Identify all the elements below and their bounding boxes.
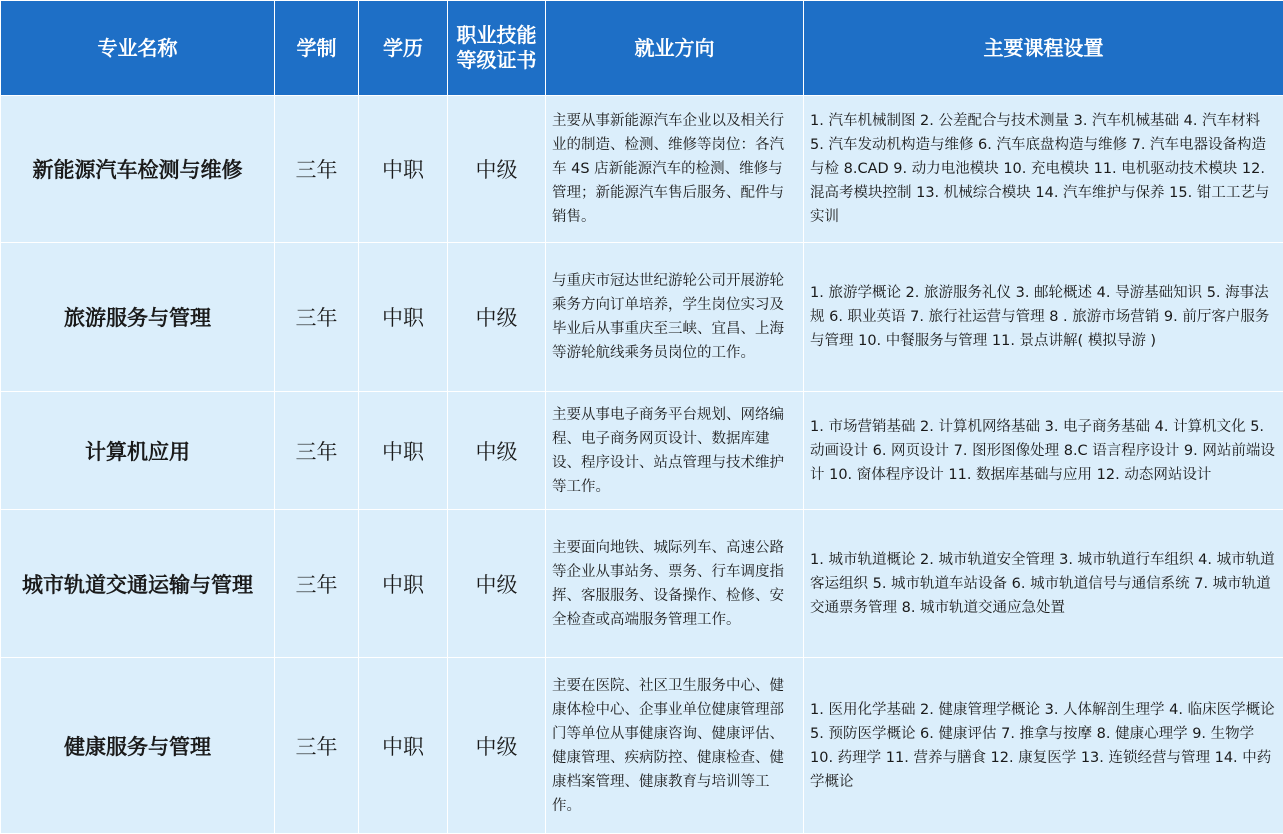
header-employment: 就业方向	[546, 1, 804, 96]
employment-cell: 主要从事新能源汽车企业以及相关行业的制造、检测、维修等岗位：各汽车 4S 店新能源汽车的检测、维修与管理；新能源汽车售后服务、配件与销售。	[546, 96, 804, 243]
certificate-cell: 中级	[448, 510, 546, 658]
major-name: 新能源汽车检测与维修	[1, 96, 275, 243]
education-cell: 中职	[359, 658, 448, 834]
table-row	[1, 510, 1283, 658]
duration-cell: 三年	[275, 658, 359, 834]
courses-cell: 1. 城市轨道概论 2. 城市轨道安全管理 3. 城市轨道行车组织 4. 城市轨道客运组织 5. 城市轨道车站设备 6. 城市轨道信号与通信系统 7. 城市轨道交通票务管理 8. 城市轨道交通应急处置	[804, 510, 1283, 658]
header-name: 专业名称	[1, 1, 275, 96]
major-name: 城市轨道交通运输与管理	[1, 510, 275, 658]
employment-cell: 与重庆市冠达世纪游轮公司开展游轮乘务方向订单培养，学生岗位实习及毕业后从事重庆至三峡、宜昌、上海等游轮航线乘务员岗位的工作。	[546, 243, 804, 392]
header-duration: 学制	[275, 1, 359, 96]
education-cell: 中职	[359, 510, 448, 658]
courses-cell: 1. 医用化学基础 2. 健康管理学概论 3. 人体解剖生理学 4. 临床医学概论 5. 预防医学概论 6. 健康评估 7. 推拿与按摩 8. 健康心理学 9. 生物学 10. 药理学 11. 营养与膳食 12. 康复医学 13. 连锁经营与管理 14. 中药学概论	[804, 658, 1283, 834]
table-row	[1, 392, 1283, 510]
duration-cell: 三年	[275, 96, 359, 243]
header-certificate: 职业技能等级证书	[448, 1, 546, 96]
courses-cell: 1. 旅游学概论 2. 旅游服务礼仪 3. 邮轮概述 4. 导游基础知识 5. 海事法规 6. 职业英语 7. 旅行社运营与管理 8 . 旅游市场营销 9. 前厅客户服务与管理 10. 中餐服务与管理 11. 景点讲解( 模拟导游 )	[804, 243, 1283, 392]
major-name: 计算机应用	[1, 392, 275, 510]
table-header-row	[1, 1, 1283, 96]
certificate-cell: 中级	[448, 658, 546, 834]
education-cell: 中职	[359, 96, 448, 243]
certificate-cell: 中级	[448, 392, 546, 510]
duration-cell: 三年	[275, 510, 359, 658]
education-cell: 中职	[359, 392, 448, 510]
header-courses: 主要课程设置	[804, 1, 1283, 96]
certificate-cell: 中级	[448, 96, 546, 243]
table-row	[1, 658, 1283, 834]
courses-cell: 1. 汽车机械制图 2. 公差配合与技术测量 3. 汽车机械基础 4. 汽车材料 5. 汽车发动机构造与维修 6. 汽车底盘构造与维修 7. 汽车电器设备构造与检 8.CAD 9. 动力电池模块 10. 充电模块 11. 电机驱动技术模块 12. 混高考模块控制 13. 机械综合模块 14. 汽车维护与保养 15. 钳工工艺与实训	[804, 96, 1283, 243]
duration-cell: 三年	[275, 243, 359, 392]
employment-cell: 主要在医院、社区卫生服务中心、健康体检中心、企事业单位健康管理部门等单位从事健康咨询、健康评估、健康管理、疾病防控、健康检查、健康档案管理、健康教育与培训等工作。	[546, 658, 804, 834]
major-name: 旅游服务与管理	[1, 243, 275, 392]
employment-cell: 主要从事电子商务平台规划、网络编程、电子商务网页设计、数据库建设、程序设计、站点管理与技术维护等工作。	[546, 392, 804, 510]
certificate-cell: 中级	[448, 243, 546, 392]
table-row	[1, 96, 1283, 243]
employment-cell: 主要面向地铁、城际列车、高速公路等企业从事站务、票务、行车调度指挥、客服服务、设备操作、检修、安全检查或高端服务管理工作。	[546, 510, 804, 658]
header-education: 学历	[359, 1, 448, 96]
major-name: 健康服务与管理	[1, 658, 275, 834]
table-row	[1, 243, 1283, 392]
duration-cell: 三年	[275, 392, 359, 510]
education-cell: 中职	[359, 243, 448, 392]
courses-cell: 1. 市场营销基础 2. 计算机网络基础 3. 电子商务基础 4. 计算机文化 5. 动画设计 6. 网页设计 7. 图形图像处理 8.C 语言程序设计 9. 网站前端设计 10. 窗体程序设计 11. 数据库基础与应用 12. 动态网站设计	[804, 392, 1283, 510]
